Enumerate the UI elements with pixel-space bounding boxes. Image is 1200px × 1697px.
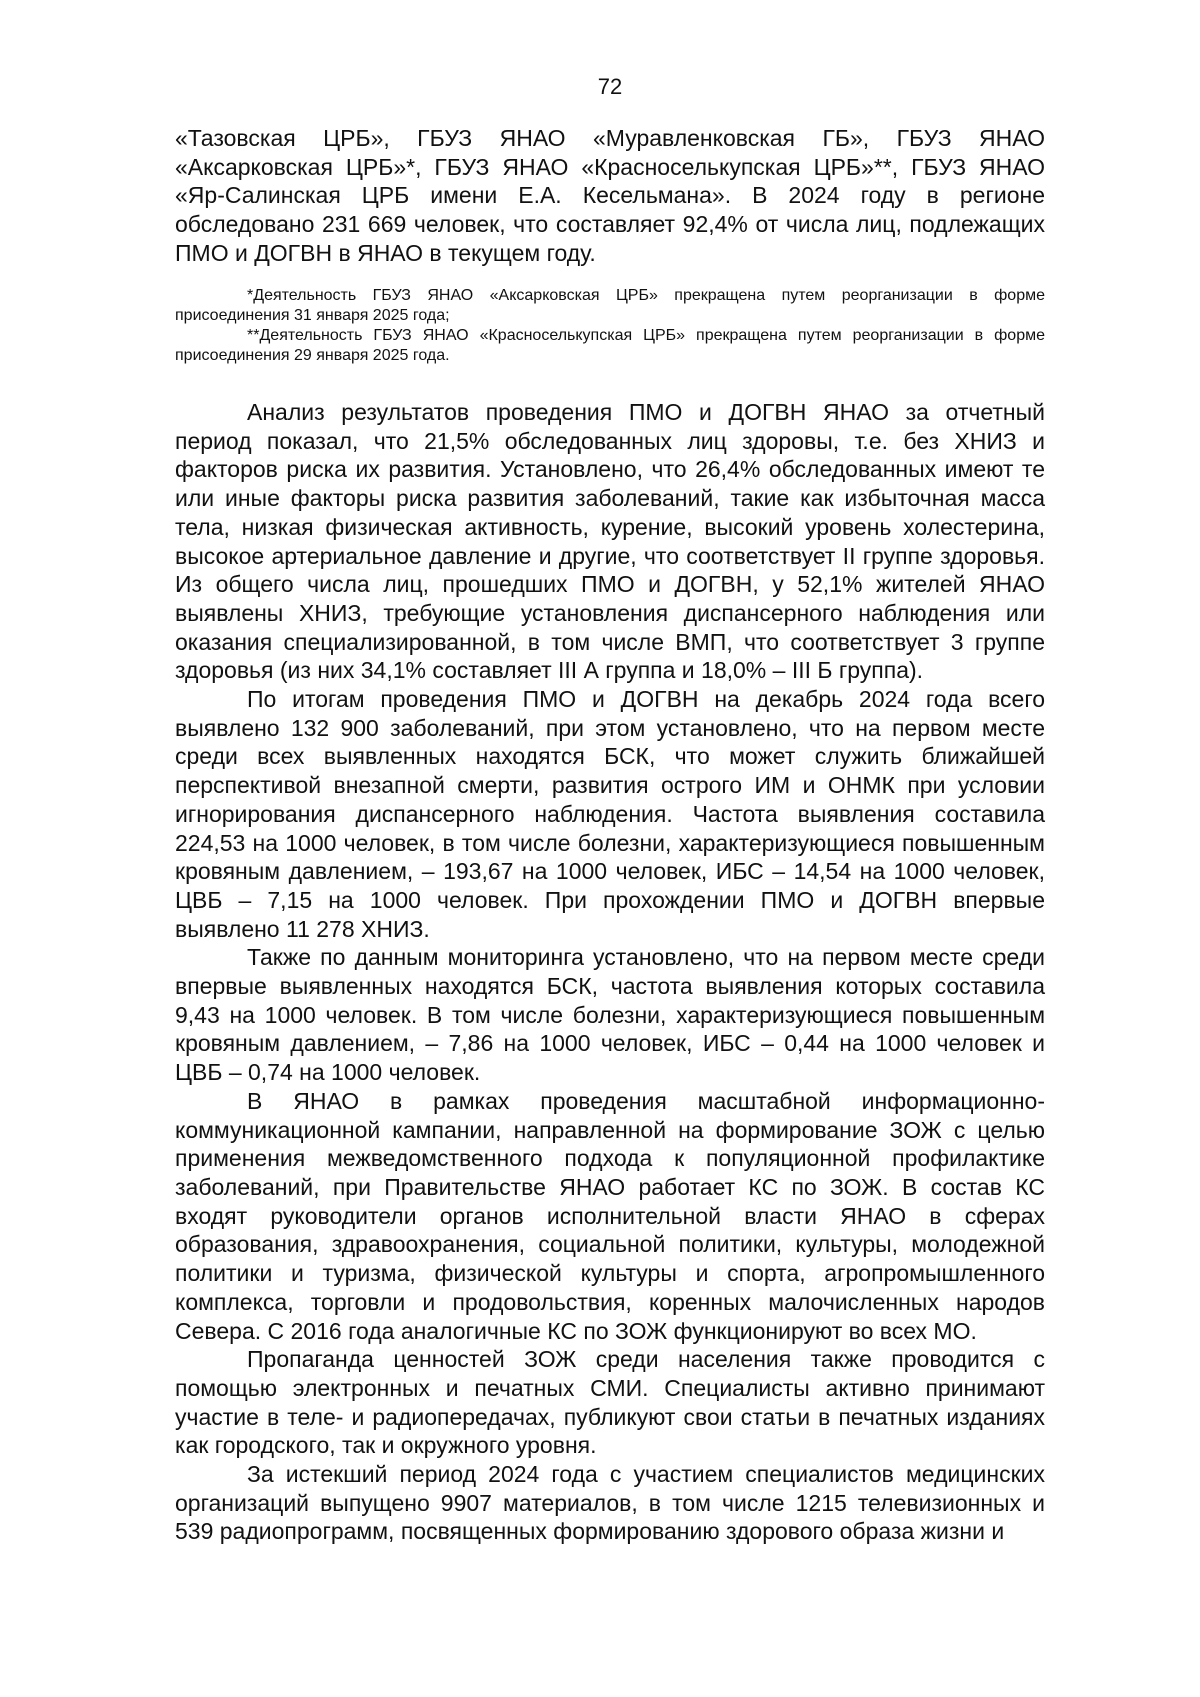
intro-paragraph: «Тазовская ЦРБ», ГБУЗ ЯНАО «Муравленковская ГБ», ГБУЗ ЯНАО «Аксарковская ЦРБ»*, ГБУЗ ЯНАО «Красноселькупская ЦРБ»**, ГБУЗ ЯНАО «Яр-Салинская ЦРБ имени Е.А. Кесельмана». В 2024 году в регионе обследовано 231 669 человек, что составляет 92,4% от числа лиц, подлежащих ПМО и ДОГВН в ЯНАО в текущем году. [175, 125, 1045, 266]
paragraph-media: Пропаганда ценностей ЗОЖ среди населения также проводится с помощью электронных и печатных СМИ. Специалисты активно принимают участие в теле- и радиопередачах, публикуют свои статьи в печатных изданиях как городского, так и окружного уровня. [175, 1346, 1045, 1459]
footnotes [175, 286, 1045, 366]
page-number: 72 [597, 74, 623, 99]
paragraph-campaign: В ЯНАО в рамках проведения масштабной информационно-коммуникационной кампании, направленной на формирование ЗОЖ с целью применения межведомственного подхода к популяционной профилактике заболеваний, при Правительстве ЯНАО работает КС по ЗОЖ. В состав КС входят руководители органов исполнительной власти ЯНАО в сферах образования, здравоохранения, социальной политики, культуры, молодежной политики и туризма, физической культуры и спорта, агропромышленного комплекса, торговли и продовольствия, коренных малочисленных народов Севера. С 2016 года аналогичные КС по ЗОЖ функционируют во всех МО. [175, 1087, 1045, 1344]
paragraph-monitoring: Также по данным мониторинга установлено, что на первом месте среди впервые выявленных находятся БСК, частота выявления которых составила 9,43 на 1000 человек. В том числе болезни, характеризующиеся повышенным кровяным давлением, – 7,86 на 1000 человек, ИБС – 0,44 на 1000 человек и ЦВБ – 0,74 на 1000 человек. [175, 944, 1045, 1086]
body-text [175, 398, 1045, 1546]
paragraph-analysis: Анализ результатов проведения ПМО и ДОГВН ЯНАО за отчетный период показал, что 21,5% обследованных лиц здоровы, т.е. без ХНИЗ и факторов риска их развития. Установлено, что 26,4% обследованных имеют те или иные факторы риска развития заболеваний, такие как избыточная масса тела, низкая физическая активность, курение, высокий уровень холестерина, высокое артериальное давление и другие, что соответствует II группе здоровья. Из общего числа лиц, прошедших ПМО и ДОГВН, у 52,1% жителей ЯНАО выявлены ХНИЗ, требующие установления диспансерного наблюдения или оказания специализированной, в том числе ВМП, что соответствует 3 группе здоровья (из них 34,1% составляет III А группа и 18,0% – III Б группа). [175, 399, 1045, 684]
paragraph-materials: За истекший период 2024 года с участием специалистов медицинских организаций выпущено 9907 материалов, в том числе 1215 телевизионных и 539 радиопрограмм, посвященных формированию здорового образа жизни и [175, 1461, 1045, 1545]
paragraph-results: По итогам проведения ПМО и ДОГВН на декабрь 2024 года всего выявлено 132 900 заболеваний, при этом установлено, что на первом месте среди всех выявленных находятся БСК, что может служить ближайшей перспективой внезапной смерти, развития острого ИМ и ОНМК при условии игнорирования диспансерного наблюдения. Частота выявления составила 224,53 на 1000 человек, в том числе болезни, характеризующиеся повышенным кровяным давлением, – 193,67 на 1000 человек, ИБС – 14,54 на 1000 человек, ЦВБ – 7,15 на 1000 человек. При прохождении ПМО и ДОГВН впервые выявлено 11 278 ХНИЗ. [175, 686, 1045, 942]
footnote-aksarka: *Деятельность ГБУЗ ЯНАО «Аксарковская ЦРБ» прекращена путем реорганизации в форме присоединения 31 января 2025 года; [175, 287, 1045, 324]
footnote-krasnoselkup: **Деятельность ГБУЗ ЯНАО «Красноселькупская ЦРБ» прекращена путем реорганизации в форме присоединения 29 января 2025 года. [175, 327, 1045, 364]
